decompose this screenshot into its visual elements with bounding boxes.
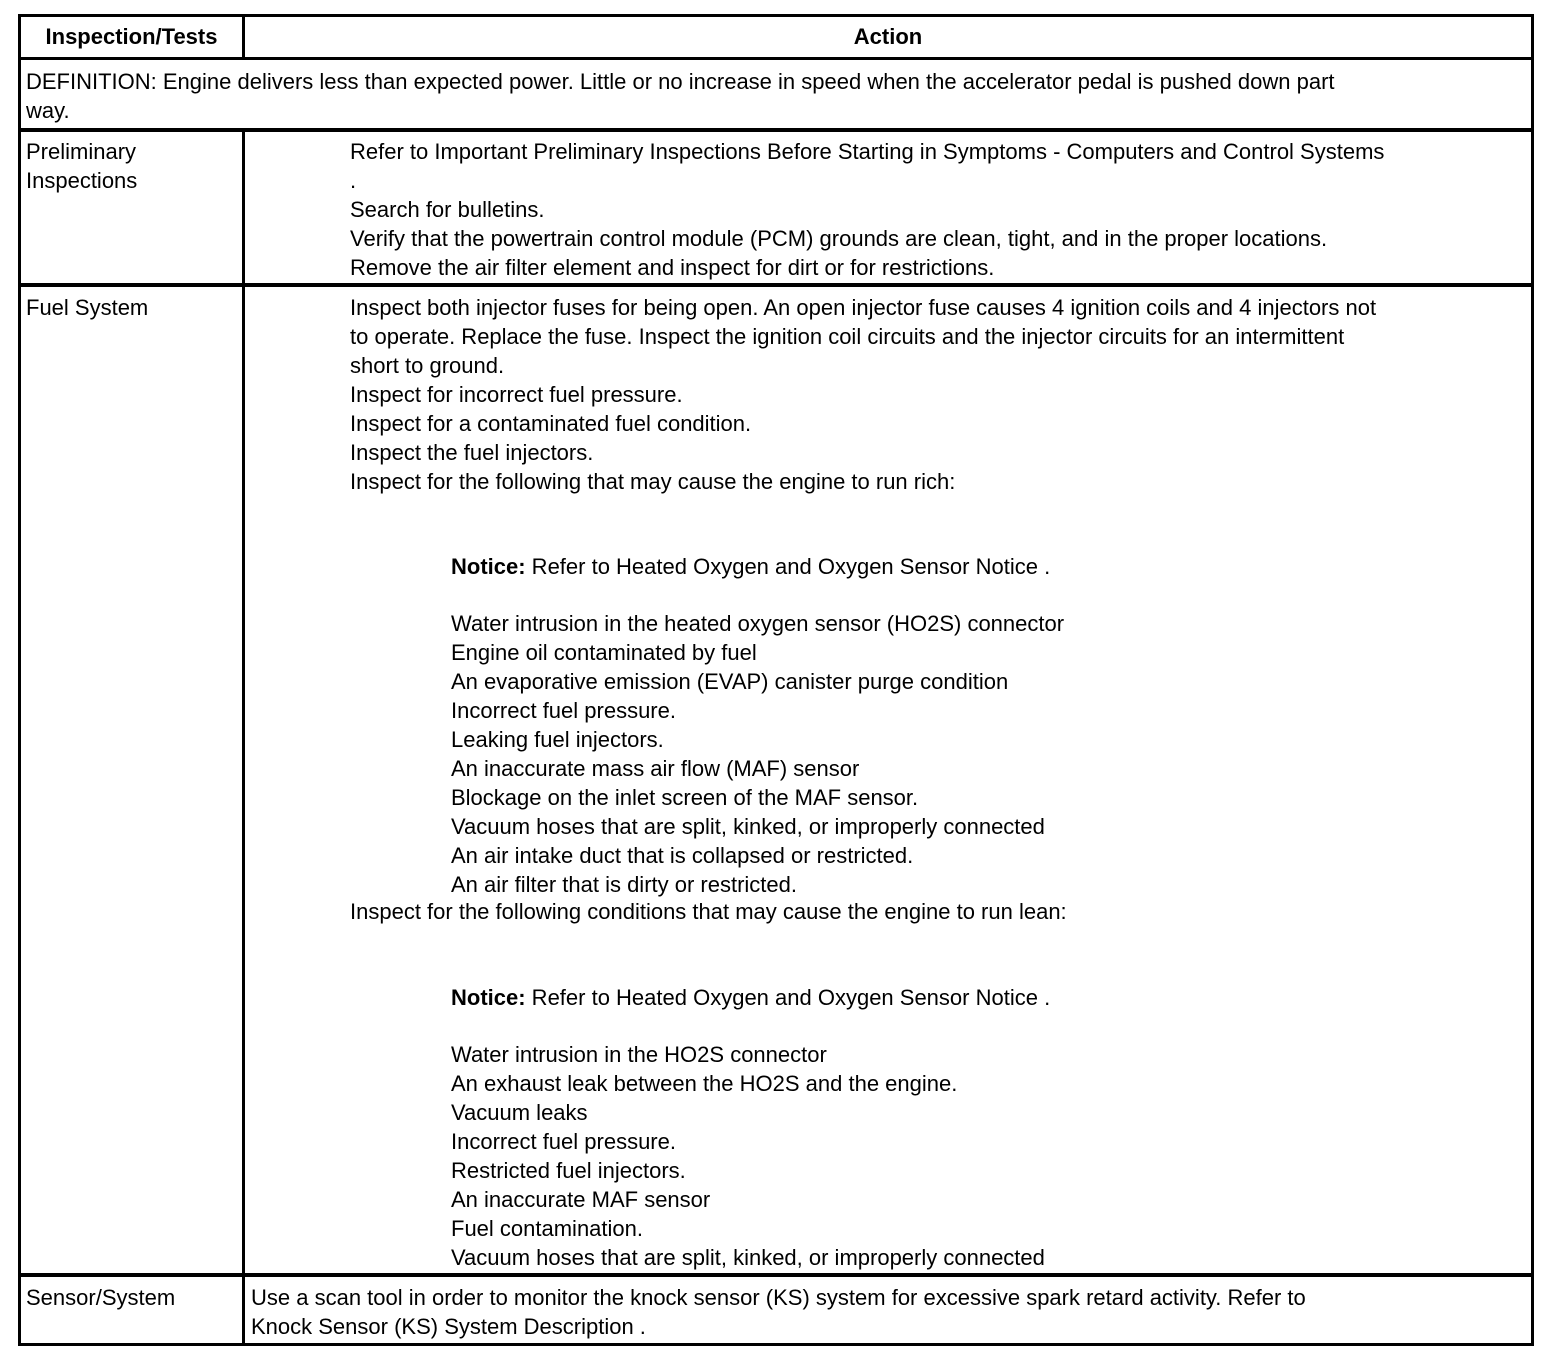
lean-intro: Inspect for the following conditions that may cause the engine to run lean: <box>350 899 1067 924</box>
list-item: Inspect both injector fuses for being open. An open injector fuse causes 4 ignition coils and 4 injectors not <box>350 295 1377 320</box>
row-divider <box>21 128 1531 132</box>
list-item: An air filter that is dirty or restricted. <box>451 872 797 897</box>
list-item: Restricted fuel injectors. <box>451 1158 686 1183</box>
list-item: Fuel contamination. <box>451 1216 643 1241</box>
sensor-system-line: Knock Sensor (KS) System Description . <box>251 1314 646 1339</box>
fuel-system-label: Fuel System <box>26 295 149 320</box>
row-divider <box>21 283 1531 287</box>
sensor-system-action <box>251 1283 1306 1341</box>
list-item: Water intrusion in the heated oxygen sensor (HO2S) connector <box>451 611 1065 636</box>
rich-notice <box>451 552 1050 581</box>
row-divider <box>21 1273 1531 1277</box>
header-action: Action <box>853 24 923 49</box>
diagnostic-table <box>18 14 1534 1346</box>
preliminary-label-line: Preliminary <box>26 139 137 164</box>
list-item: Vacuum hoses that are split, kinked, or improperly connected <box>451 814 1045 839</box>
notice-text: Refer to Heated Oxygen and Oxygen Sensor Notice . <box>525 985 1051 1010</box>
definition-line: way. <box>26 98 70 123</box>
definition-text <box>26 67 1335 125</box>
list-item: Inspect for a contaminated fuel condition. <box>350 411 752 436</box>
list-item: An exhaust leak between the HO2S and the engine. <box>451 1071 958 1096</box>
notice-text: Refer to Heated Oxygen and Oxygen Sensor Notice . <box>525 554 1051 579</box>
notice-label: Notice: <box>451 554 526 579</box>
notice-label: Notice: <box>451 985 526 1010</box>
list-item: Vacuum leaks <box>451 1100 588 1125</box>
header-inspection-tests: Inspection/Tests <box>45 24 218 49</box>
column-divider <box>242 128 245 1343</box>
row-divider <box>21 57 1531 60</box>
preliminary-label-line: Inspections <box>26 168 138 193</box>
list-item: to operate. Replace the fuse. Inspect the ignition coil circuits and the injector circuits for an intermittent <box>350 324 1345 349</box>
list-item: short to ground. <box>350 353 505 378</box>
preliminary-actions <box>350 137 1384 282</box>
list-item: Engine oil contaminated by fuel <box>451 640 757 665</box>
sensor-system-line: Use a scan tool in order to monitor the knock sensor (KS) system for excessive spark retard activity. Refer to <box>251 1285 1306 1310</box>
list-item: . <box>350 168 357 193</box>
list-item: Inspect the fuel injectors. <box>350 440 594 465</box>
list-item: Incorrect fuel pressure. <box>451 1129 676 1154</box>
list-item: An inaccurate mass air flow (MAF) sensor <box>451 756 860 781</box>
lean-notice <box>451 983 1050 1012</box>
list-item: Blockage on the inlet screen of the MAF sensor. <box>451 785 919 810</box>
list-item: Remove the air filter element and inspect for dirt or for restrictions. <box>350 255 995 280</box>
list-item: An evaporative emission (EVAP) canister purge condition <box>451 669 1009 694</box>
list-item: Refer to Important Preliminary Inspections Before Starting in Symptoms - Computers and Control Systems <box>350 139 1385 164</box>
list-item: Search for bulletins. <box>350 197 545 222</box>
list-item: An air intake duct that is collapsed or restricted. <box>451 843 914 868</box>
list-item: Incorrect fuel pressure. <box>451 698 676 723</box>
list-item: Verify that the powertrain control module (PCM) grounds are clean, tight, and in the proper locations. <box>350 226 1328 251</box>
list-item: Inspect for the following that may cause the engine to run rich: <box>350 469 956 494</box>
fuel-system-intro <box>350 293 1376 496</box>
preliminary-label <box>26 137 137 195</box>
definition-line: DEFINITION: Engine delivers less than expected power. Little or no increase in speed when the accelerator pedal is pushed down part <box>26 69 1335 94</box>
list-item: Inspect for incorrect fuel pressure. <box>350 382 683 407</box>
list-item: An inaccurate MAF sensor <box>451 1187 711 1212</box>
sensor-system-label: Sensor/System <box>26 1285 176 1310</box>
rich-conditions-list <box>451 609 1064 899</box>
list-item: Vacuum hoses that are split, kinked, or improperly connected <box>451 1245 1045 1270</box>
list-item: Leaking fuel injectors. <box>451 727 664 752</box>
list-item: Water intrusion in the HO2S connector <box>451 1042 827 1067</box>
lean-conditions-list <box>451 1040 1045 1272</box>
